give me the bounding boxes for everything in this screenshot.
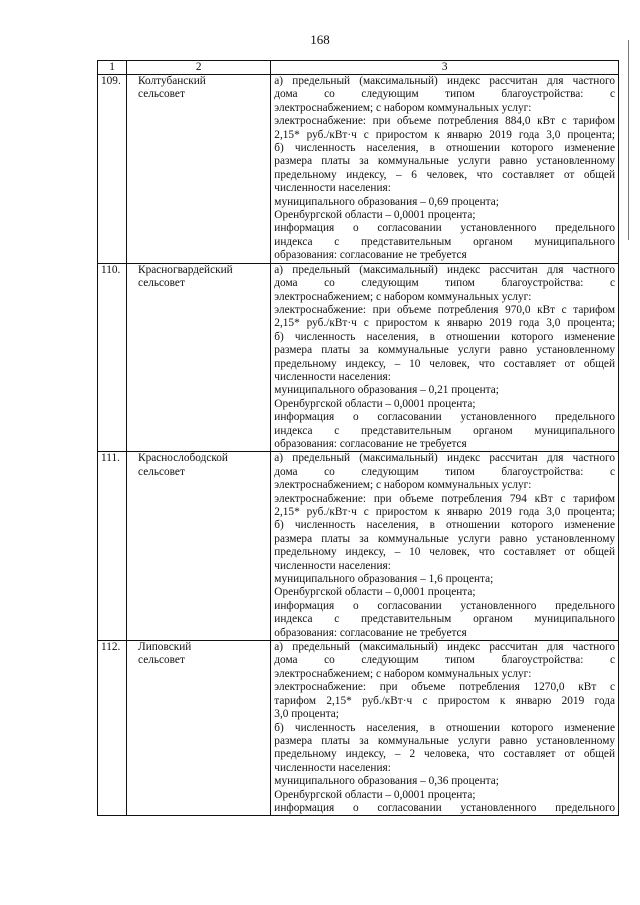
text-line: электроснабжение: при объеме потребления 794 кВт с тарифом xyxy=(274,492,615,505)
index-description xyxy=(271,75,619,264)
text-line: тарифом 2,15* руб./кВт·ч с приростом к январю 2019 года xyxy=(274,694,615,707)
text-line: дома со следующим типом благоустройства: с xyxy=(274,88,615,101)
row-number: 111. xyxy=(98,452,127,641)
table-header-row xyxy=(98,61,619,75)
text-line: 2,15* руб./кВт·ч с приростом к январю 2019 года 3,0 процента; xyxy=(274,317,615,330)
text-line: численности населения: xyxy=(274,182,391,195)
text-line: Оренбургской области – 0,0001 процента; xyxy=(274,788,476,801)
text-line: размера платы за коммунальные услуги равно установленному xyxy=(274,734,615,747)
indices-table xyxy=(97,60,619,816)
text-line: индекса с представительным органом муниципального xyxy=(274,424,615,437)
text-line: муниципального образования – 0,36 процента; xyxy=(274,775,499,788)
text-line: муниципального образования – 1,6 процента; xyxy=(274,573,494,586)
text-line: Оренбургской области – 0,0001 процента; xyxy=(274,209,476,222)
row-number: 109. xyxy=(98,75,127,264)
text-line: б) численность населения, в отношении которого изменение xyxy=(274,721,615,734)
text-line: Оренбургской области – 0,0001 процента; xyxy=(274,586,476,599)
text-line: электроснабжение: при объеме потребления 884,0 кВт с тарифом xyxy=(274,115,615,128)
text-line: а) предельный (максимальный) индекс рассчитан для частного xyxy=(274,263,615,276)
table-body xyxy=(98,75,619,816)
text-line: предельному индексу, – 10 человек, что составляет от общей xyxy=(274,546,615,559)
text-line: численности населения: xyxy=(274,370,391,383)
table-row xyxy=(98,452,619,641)
text-line: информация о согласовании установленного предельного xyxy=(274,599,615,612)
municipality-name: Колтубанский сельсовет xyxy=(127,75,271,264)
text-line: информация о согласовании установленного предельного xyxy=(274,222,615,235)
text-line: а) предельный (максимальный) индекс рассчитан для частного xyxy=(274,75,615,87)
index-description xyxy=(271,263,619,452)
text-line: размера платы за коммунальные услуги равно установленному xyxy=(274,532,615,545)
row-number: 110. xyxy=(98,263,127,452)
text-line: электроснабжение: при объеме потребления 1270,0 кВт с xyxy=(274,681,615,694)
text-line: электроснабжением; с набором коммунальных услуг: xyxy=(274,101,532,114)
table-row xyxy=(98,641,619,816)
text-line: образования: согласование не требуется xyxy=(274,249,467,262)
scan-edge-line xyxy=(628,40,629,240)
text-line: б) численность населения, в отношении которого изменение xyxy=(274,330,615,343)
text-line: б) численность населения, в отношении которого изменение xyxy=(274,142,615,155)
text-line: образования: согласование не требуется xyxy=(274,437,467,450)
text-line: б) численность населения, в отношении которого изменение xyxy=(274,519,615,532)
text-line: информация о согласовании установленного предельного xyxy=(274,411,615,424)
municipality-name: Краснослободской сельсовет xyxy=(127,452,271,641)
text-line: численности населения: xyxy=(274,761,391,774)
text-line: индекса с представительным органом муниципального xyxy=(274,235,615,248)
text-line: размера платы за коммунальные услуги равно установленному xyxy=(274,344,615,357)
text-line: муниципального образования – 0,21 процента; xyxy=(274,384,499,397)
text-line: 2,15* руб./кВт·ч с приростом к январю 2019 года 3,0 процента; xyxy=(274,128,615,141)
text-line: Оренбургской области – 0,0001 процента; xyxy=(274,397,476,410)
text-line: муниципального образования – 0,69 процента; xyxy=(274,195,499,208)
index-description xyxy=(271,452,619,641)
text-line: дома со следующим типом благоустройства: с xyxy=(274,654,615,667)
text-line: 3,0 процента; xyxy=(274,708,339,721)
text-line: электроснабжение: при объеме потребления 970,0 кВт с тарифом xyxy=(274,303,615,316)
text-line: информация о согласовании установленного предельного xyxy=(274,801,615,814)
row-number: 112. xyxy=(98,641,127,816)
text-line: индекса с представительным органом муниципального xyxy=(274,613,615,626)
text-line: электроснабжением; с набором коммунальных услуг: xyxy=(274,479,532,492)
table-row xyxy=(98,75,619,264)
text-line: дома со следующим типом благоустройства: с xyxy=(274,465,615,478)
text-line: предельному индексу, – 10 человек, что составляет от общей xyxy=(274,357,615,370)
text-line: предельному индексу, – 6 человек, что составляет от общей xyxy=(274,168,615,181)
text-line: электроснабжением; с набором коммунальных услуг: xyxy=(274,667,532,680)
text-line: а) предельный (максимальный) индекс рассчитан для частного xyxy=(274,452,615,465)
header-col-1: 1 xyxy=(98,61,127,75)
text-line: 2,15* руб./кВт·ч с приростом к январю 2019 года 3,0 процента; xyxy=(274,506,615,518)
text-line: электроснабжением; с набором коммунальных услуг: xyxy=(274,290,532,303)
page-number: 168 xyxy=(310,32,330,47)
text-line: размера платы за коммунальные услуги равно установленному xyxy=(274,155,615,168)
text-line: а) предельный (максимальный) индекс рассчитан для частного xyxy=(274,641,615,654)
text-line: численности населения: xyxy=(274,559,391,572)
text-line: дома со следующим типом благоустройства: с xyxy=(274,277,615,290)
index-description xyxy=(271,641,619,816)
table-row xyxy=(98,263,619,452)
text-line: предельному индексу, – 2 человека, что составляет от общей xyxy=(274,748,615,761)
municipality-name: Красногвардейский сельсовет xyxy=(127,263,271,452)
header-col-2: 2 xyxy=(127,61,271,75)
text-line: образования: согласование не требуется xyxy=(274,626,467,639)
municipality-name: Липовский сельсовет xyxy=(127,641,271,816)
header-col-3: 3 xyxy=(271,61,619,75)
